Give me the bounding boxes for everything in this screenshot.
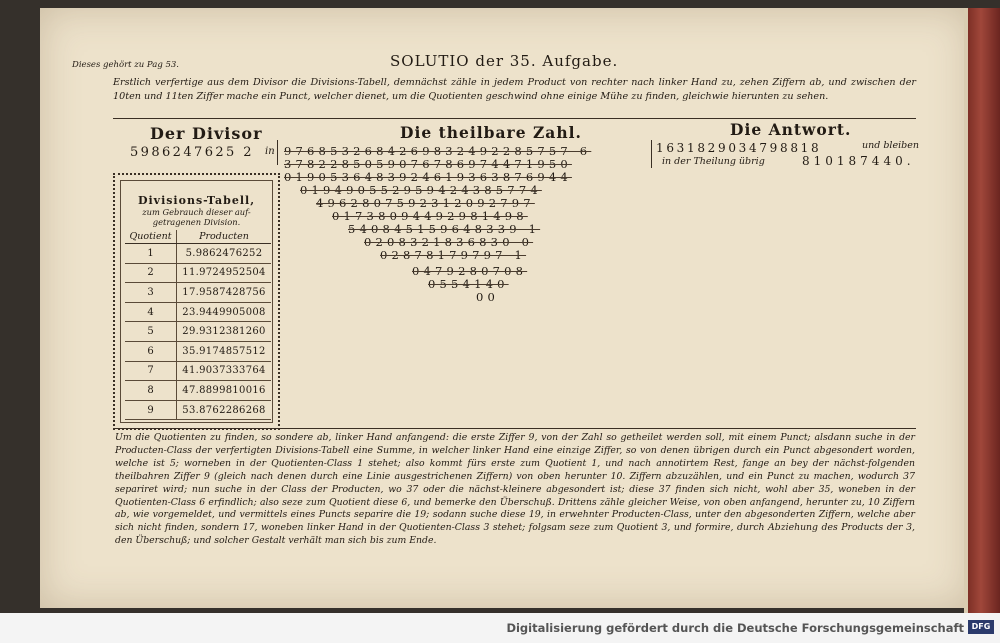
dividend-row: 9768532684269832492285757 6	[284, 144, 592, 158]
quotient-number: 1631829034798818	[656, 141, 822, 155]
division-table-frame	[113, 173, 280, 430]
dividend-row: 0554140	[428, 277, 509, 291]
answer-heading: Die Antwort.	[730, 120, 852, 139]
divisor-bracket	[277, 140, 278, 165]
dividend-row: 02878179797 1	[380, 248, 527, 262]
quotient-cell: 5	[125, 322, 177, 342]
quotient-cell: 8	[125, 381, 177, 401]
answer-text-remain: und bleiben	[862, 140, 919, 151]
remainder-number: 810187440.	[802, 154, 915, 168]
product-cell: 35.9174857512	[177, 341, 272, 361]
dividend-row: 3782285059076786974471950	[284, 157, 572, 171]
header-note: Dieses gehört zu Pag 53.	[72, 60, 179, 70]
product-cell: 23.9449905008	[177, 302, 272, 322]
quotient-cell: 2	[125, 263, 177, 283]
dividend-heading: Die theilbare Zahl.	[400, 123, 582, 142]
dividend-row: 00	[476, 290, 500, 304]
dfg-logo: DFG	[968, 620, 994, 634]
product-cell: 29.9312381260	[177, 322, 272, 342]
product-cell: 53.8762286268	[177, 400, 272, 420]
table-row	[125, 381, 271, 401]
divisor-number: 5986247625 2	[130, 145, 254, 160]
col-header-producten: Producten	[177, 230, 272, 244]
dividend-row: 540845159648339 1	[348, 222, 541, 236]
quotient-cell: 3	[125, 283, 177, 303]
answer-bracket	[651, 140, 652, 168]
quotient-cell: 6	[125, 341, 177, 361]
table-row	[125, 244, 271, 264]
division-table-title: Divisions-Tabell,	[137, 194, 256, 207]
top-rule	[113, 118, 916, 119]
answer-text-left: in der Theilung übrig	[662, 156, 765, 167]
product-cell: 17.9587428756	[177, 283, 272, 303]
bottom-rule	[113, 428, 916, 429]
table-row	[125, 361, 271, 381]
table-row	[125, 283, 271, 303]
division-table-inner	[120, 180, 273, 423]
quotient-cell: 9	[125, 400, 177, 420]
page-title: SOLUTIO der 35. Aufgabe.	[390, 52, 619, 70]
dividend-row: 0190536483924619363876944	[284, 170, 572, 184]
product-cell: 11.9724952504	[177, 263, 272, 283]
quotient-cell: 4	[125, 302, 177, 322]
product-cell: 47.8899810016	[177, 381, 272, 401]
dividend-row: 4962807592312092797	[316, 196, 535, 210]
table-row	[125, 263, 271, 283]
dividend-row: 019490552959424385774	[300, 183, 542, 197]
in-word: in	[265, 146, 275, 157]
dividend-row: 0208321836830 0	[364, 235, 534, 249]
credit-bar	[0, 613, 1000, 643]
product-cell: 5.9862476252	[177, 244, 272, 264]
division-table-subtitle: zum Gebrauch dieser auf-getragenen Division.	[142, 207, 251, 227]
book-spine	[968, 8, 1000, 613]
explanation-paragraph: Um die Quotienten zu finden, so sondere ab, linker Hand anfangend: die erste Ziffer 9, von der Zahl so getheilet werden soll, mit einem Punct; alsdann suche in der Producten-Class der verfertigten Divisions-Tabell eine Summe, in welcher linker Hand eine einzige Ziffer, so von denen übrigen durch ein Punct abgesondert worden, welche ist 5; worneben in der Quotienten-Class 1 stehet; also kommt fürs erste zum Quotient 1, und nach annotirtem Rest, fange an bey der nächst-folgenden theilbahren Ziffer 9 (gleich nach denen durch eine Linie ausgestrichenen Ziffern) von oben herunter 10. Ziffern abzuzählen, und ein Punct zu machen, wodurch 37 separiret wird; nun suche in der Class der Producten, wo 37 oder die nächst-kleinere abgesondert ist; diese 37 finden sich nicht, wohl aber 35, woneben in der Quotienten-Class 6 erfindlich; also seze zum Quotient diese 6, und bemerke den Überschuß. Drittens zähle gleicher Weise, von oben anfangend, herunter zu, 10 Ziffern ab, wie vorgemeldet, und vermittels eines Puncts separire die 19; sodann suche diese 19, in erwehnter Producten-Class, unter den abgesonderten Ziffern, welche aber sich nicht finden, sondern 17, woneben linker Hand in der Quotienten-Class 3 stehet; folgsam seze zum Quotient 3, und formire, durch Abziehung des Products der 3, den Überschuß; und solcher Gestalt verhält man sich bis zum Ende.	[115, 432, 915, 547]
intro-paragraph: Erstlich verfertige aus dem Divisor die Divisions-Tabell, demnächst zähle in jedem Product von rechter nach linker Hand zu, zehen Ziffern ab, und zwischen der 10ten und 11ten Ziffer mache ein Punct, welcher dienet, um die Quotienten geschwind ohne einige Mühe zu finden, gleichwie hierunten zu sehen.	[113, 77, 916, 102]
dividend-row: 01738094492981498	[332, 209, 528, 223]
table-row	[125, 302, 271, 322]
quotient-cell: 7	[125, 361, 177, 381]
divisor-heading: Der Divisor	[150, 124, 263, 143]
col-header-quotient: Quotient	[125, 230, 177, 244]
product-cell: 41.9037333764	[177, 361, 272, 381]
credit-text: Digitalisierung gefördert durch die Deutsche Forschungsgemeinschaft	[506, 621, 964, 635]
dividend-row: 0479280708	[412, 264, 528, 278]
table-row	[125, 341, 271, 361]
quotient-cell: 1	[125, 244, 177, 264]
table-row	[125, 322, 271, 342]
table-row	[125, 400, 271, 420]
division-table	[125, 230, 271, 420]
